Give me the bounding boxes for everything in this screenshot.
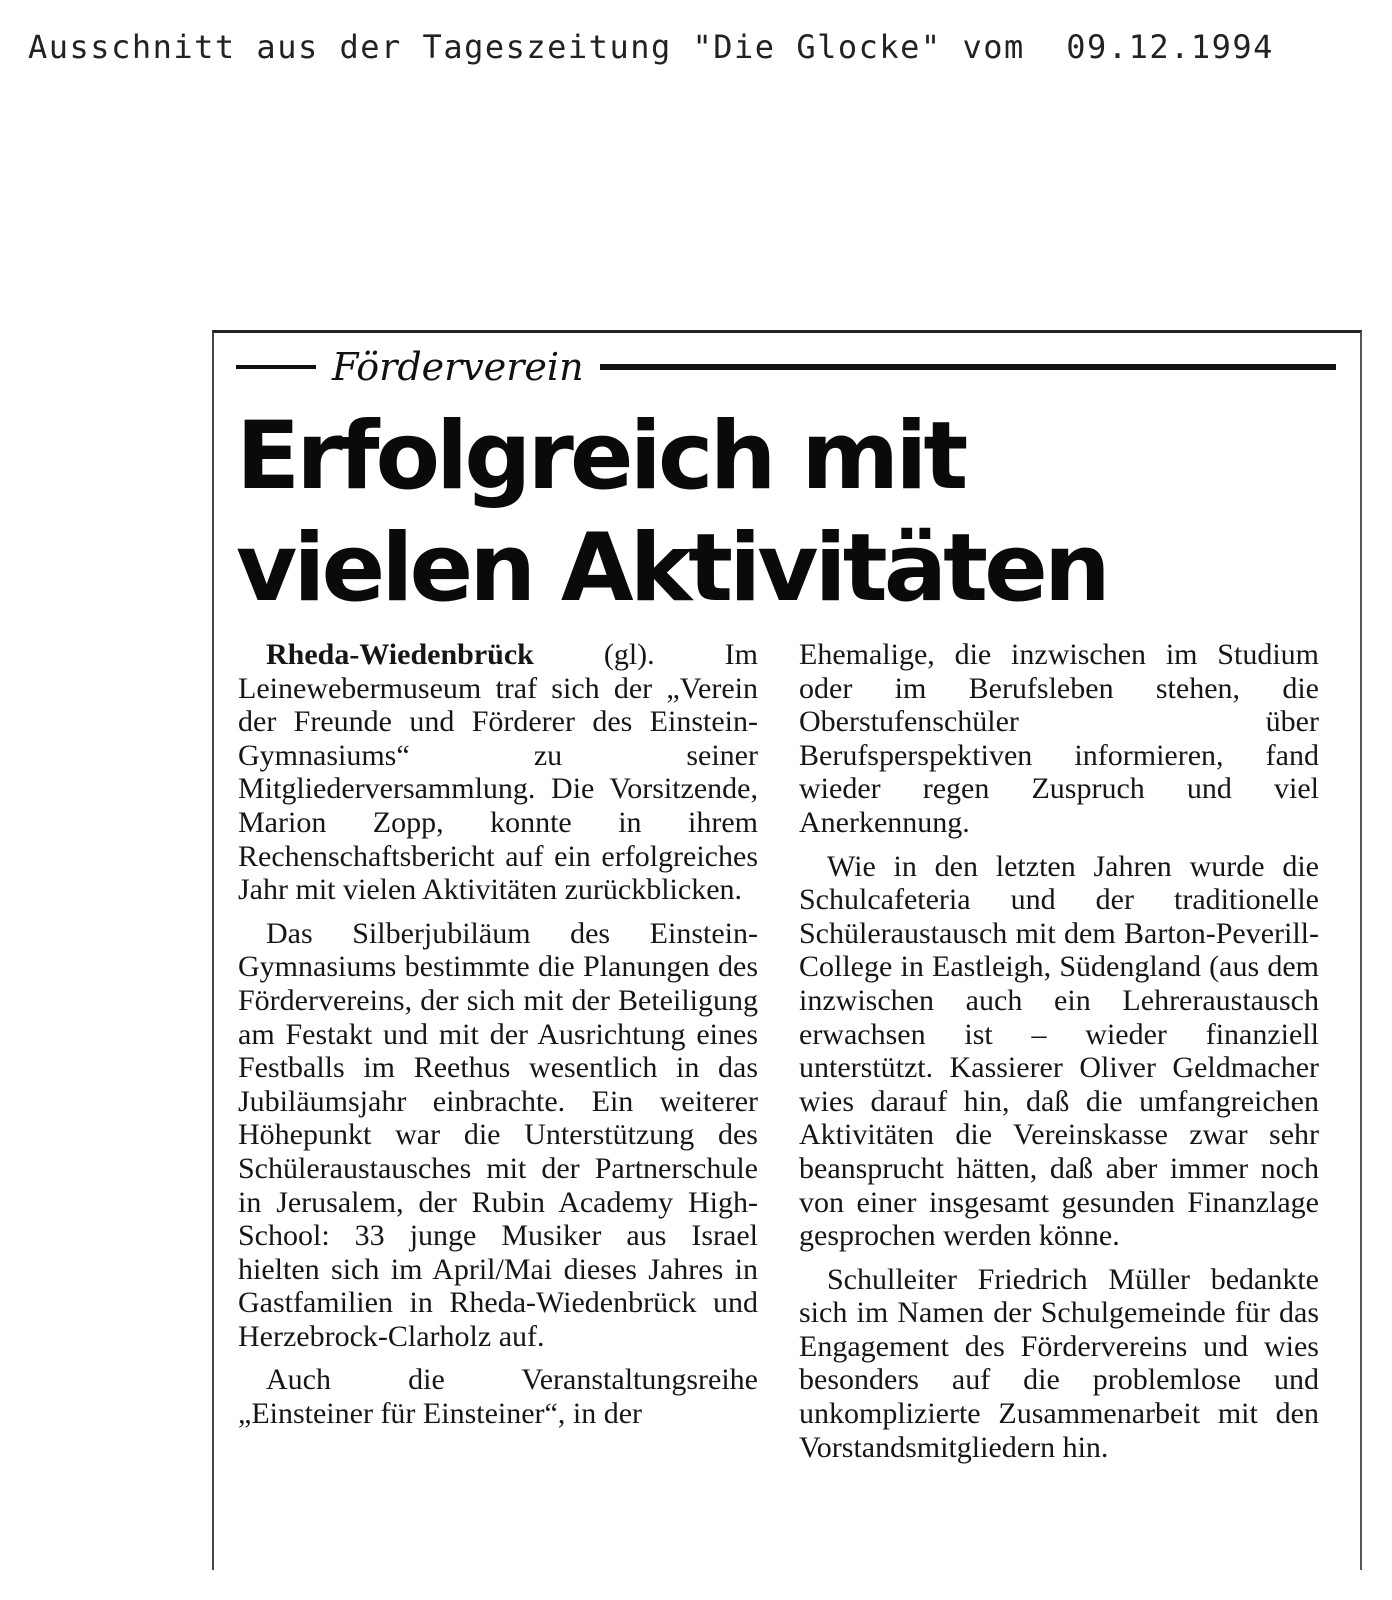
paragraph-5: Schulleiter Friedrich Müller bedankte sich im Namen der Schulgemeinde für das Engagement des Fördervereins und wies besonders auf die problemlose und unkomplizierte Zusammenarbeit mit den Vorstandsmitgliedern hin. (799, 1262, 1319, 1464)
newspaper-clipping (212, 330, 1362, 1570)
paragraph-2: Das Silberjubiläum des Einstein-Gymnasiums bestimmte die Planungen des Fördervereins, der sich mit der Beteiligung am Festakt und mit der Ausrichtung eines Festballs im Reethus wesentlich in das Jubiläumsjahr einbrachte. Ein weiterer Höhepunkt war die Unterstützung des Schüleraustausches mit der Partnerschule in Jerusalem, der Rubin Academy High-School: 33 junge Musiker aus Israel hielten sich im April/Mai dieses Jahres in Gastfamilien in Rheda-Wiedenbrück und Herzebrock-Clarholz auf. (238, 916, 758, 1353)
paragraph-4: Wie in den letzten Jahren wurde die Schulcafeteria und der traditionelle Schüleraustausch mit dem Barton-Peverill-College in Eastleigh, Südengland (aus dem inzwischen auch ein Lehreraustausch erwachsen ist – wieder finanziell unterstützt. Kassierer Oliver Geldmacher wies darauf hin, daß die umfangreichen Aktivitäten die Vereinskasse zwar sehr beansprucht hätten, daß aber immer noch von einer insgesamt gesunden Finanzlage gesprochen werden könne. (799, 849, 1319, 1253)
kicker-label: Förderverein (332, 345, 584, 389)
kicker-rule-right (600, 364, 1336, 370)
article-column-right (799, 638, 1319, 1474)
paragraph-3-start: Auch die Veranstaltungsreihe „Einsteiner für Einsteiner“, in der (238, 1363, 758, 1431)
headline (236, 401, 1336, 625)
kicker-rule-left (236, 365, 316, 369)
headline-line-2: vielen Aktivitäten (236, 514, 1107, 623)
paragraph-1 (238, 638, 758, 907)
dateline: Rheda-Wiedenbrück (266, 638, 534, 671)
paragraph-1-text: (gl). Im Leinewebermuseum traf sich der „Verein der Freunde und Förderer des Einstein-Gymnasiums“ zu seiner Mitgliederversammlung. Die Vorsitzende, Marion Zopp, konnte in ihrem Rechenschaftsbericht auf ein erfolgreiches Jahr mit vielen Aktivitäten zurückblicken. (238, 638, 758, 907)
article-column-left (238, 638, 758, 1441)
paragraph-3-continued: Ehemalige, die inzwischen im Studium oder im Berufsleben stehen, die Oberstufenschüler über Berufsperspektiven informieren, fand wieder regen Zuspruch und viel Anerkennung. (799, 638, 1319, 839)
kicker-row (236, 343, 1336, 391)
source-caption: Ausschnitt aus der Tageszeitung "Die Glocke" vom 09.12.1994 (28, 28, 1274, 66)
headline-line-1: Erfolgreich mit (236, 402, 965, 511)
